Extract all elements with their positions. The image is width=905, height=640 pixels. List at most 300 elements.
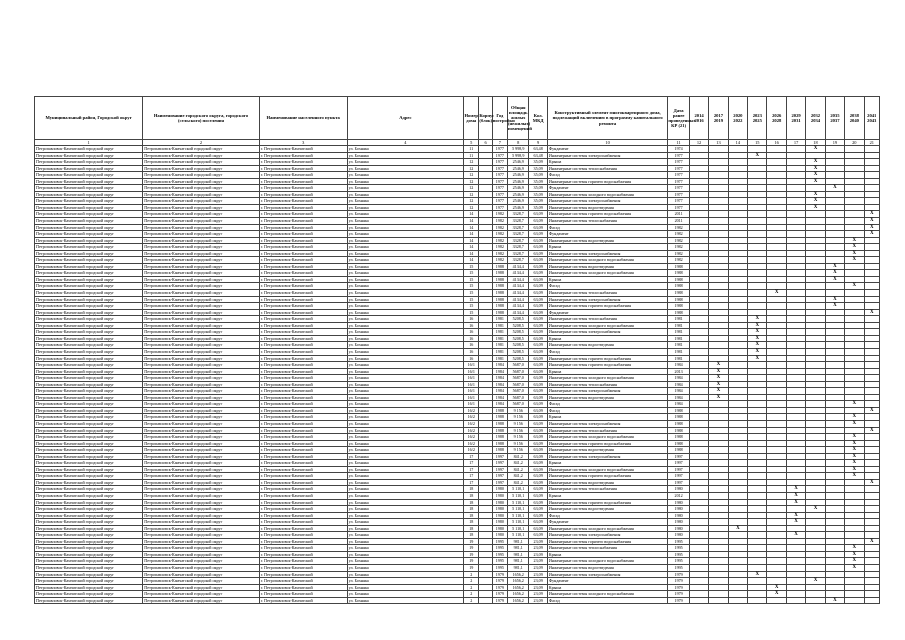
cell-locality: г. Петропавловск-Камчатский (259, 565, 347, 572)
cell-district: Петропавловск-Камчатский городской округ (35, 381, 143, 388)
cell-settlement: Петропавловск-Камчатский городской округ (143, 368, 259, 375)
cell-area: 841,2 (508, 473, 529, 480)
cell-address: ул. Бохняка (347, 322, 463, 329)
capital-repair-table-sheet (34, 96, 880, 604)
cell-settlement: Петропавловск-Камчатский городской округ (143, 375, 259, 382)
cell-prev-repair: 1980 (668, 512, 689, 519)
period-mark: X (845, 551, 864, 558)
column-number: 5 (464, 140, 479, 146)
cell-district: Петропавловск-Камчатский городской округ (35, 394, 143, 401)
period-mark: X (709, 368, 728, 375)
cell-settlement: Петропавловск-Камчатский городской округ (143, 591, 259, 598)
cell-element: Крыша (547, 276, 668, 283)
cell-element: Инженерные системы водоотведения (547, 204, 668, 211)
cell-prev-repair: 1977 (668, 159, 689, 166)
cell-mkd-count: 63,09 (529, 283, 547, 290)
cell-area: 2546,9 (508, 198, 529, 205)
cell-house-number: 14 (464, 237, 479, 244)
cell-build-year: 1977 (492, 165, 507, 172)
cell-build-year: 1981 (492, 348, 507, 355)
cell-locality: г. Петропавловск-Камчатский (259, 355, 347, 362)
cell-area: 9 156 (508, 427, 529, 434)
cell-address: ул. Бохняка (347, 211, 463, 218)
column-number: 2 (143, 140, 259, 146)
cell-house-number: 14 (464, 218, 479, 225)
cell-address: ул. Бохняка (347, 185, 463, 192)
column-header-12: 2014 2016 (689, 97, 708, 140)
cell-settlement: Петропавловск-Камчатский городской округ (143, 237, 259, 244)
period-cell (845, 597, 864, 604)
column-number: 11 (668, 140, 689, 146)
cell-house-number: 15 (464, 290, 479, 297)
cell-locality: г. Петропавловск-Камчатский (259, 414, 347, 421)
cell-house-number: 19 (464, 551, 479, 558)
cell-element: Инженерные системы холодного водоснабжения (547, 558, 668, 565)
cell-prev-repair: 1980 (668, 525, 689, 532)
cell-locality: г. Петропавловск-Камчатский (259, 165, 347, 172)
cell-mkd-count: 63,09 (529, 486, 547, 493)
cell-area: 4134,4 (508, 276, 529, 283)
cell-area: 2546,9 (508, 172, 529, 179)
column-number: 3 (259, 140, 347, 146)
cell-element: Инженерные системы холодного водоснабжения (547, 322, 668, 329)
cell-house-number: 16/2 (464, 440, 479, 447)
cell-address: ул. Бохняка (347, 270, 463, 277)
cell-element: Инженерные системы электроснабжения (547, 296, 668, 303)
cell-area: 841,2 (508, 453, 529, 460)
cell-element: Фасад (547, 283, 668, 290)
period-mark: X (748, 329, 767, 336)
cell-area: 3328,7 (508, 250, 529, 257)
cell-build-year: 1981 (492, 342, 507, 349)
cell-element: Инженерные системы теплоснабжения (547, 427, 668, 434)
cell-mkd-count: 63,09 (529, 270, 547, 277)
cell-address: ул. Бохняка (347, 558, 463, 565)
column-number: 21 (864, 140, 879, 146)
cell-locality: г. Петропавловск-Камчатский (259, 368, 347, 375)
cell-address: ул. Бохняка (347, 434, 463, 441)
cell-mkd-count: 63,09 (529, 388, 547, 395)
cell-address: ул. Бохняка (347, 231, 463, 238)
cell-house-number: 12 (464, 185, 479, 192)
cell-prev-repair: 1988 (668, 414, 689, 421)
cell-district: Петропавловск-Камчатский городской округ (35, 447, 143, 454)
cell-locality: г. Петропавловск-Камчатский (259, 420, 347, 427)
cell-locality: г. Петропавловск-Камчатский (259, 335, 347, 342)
cell-house-number: 16/2 (464, 447, 479, 454)
cell-area: 1656,2 (508, 584, 529, 591)
cell-mkd-count: 63,09 (529, 440, 547, 447)
cell-prev-repair: 1997 (668, 466, 689, 473)
cell-settlement: Петропавловск-Камчатский городской округ (143, 486, 259, 493)
cell-house-number: 14 (464, 224, 479, 231)
cell-house-number: 16 (464, 316, 479, 323)
cell-element: Инженерные системы холодного водоснабжения (547, 270, 668, 277)
cell-mkd-count: 63,09 (529, 427, 547, 434)
column-header-8: Общая площадь жилых (нежилых) помещений (508, 97, 529, 140)
cell-house-number: 2 (464, 591, 479, 598)
cell-mkd-count: 35,09 (529, 178, 547, 185)
cell-element: Фасад (547, 407, 668, 414)
cell-address: ул. Бохняка (347, 375, 463, 382)
cell-element: Инженерные системы электроснабжения (547, 453, 668, 460)
cell-area: 9 156 (508, 414, 529, 421)
cell-settlement: Петропавловск-Камчатский городской округ (143, 218, 259, 225)
cell-house-number: 16/2 (464, 434, 479, 441)
cell-mkd-count: 35,09 (529, 159, 547, 166)
cell-build-year: 1984 (492, 388, 507, 395)
cell-address: ул. Бохняка (347, 591, 463, 598)
period-mark: X (748, 152, 767, 159)
cell-area: 2546,9 (508, 178, 529, 185)
cell-address: ул. Бохняка (347, 492, 463, 499)
cell-settlement: Петропавловск-Камчатский городской округ (143, 401, 259, 408)
period-mark: X (767, 584, 786, 591)
period-mark: X (825, 296, 844, 303)
cell-mkd-count: 63,09 (529, 329, 547, 336)
cell-area: 5 110,1 (508, 492, 529, 499)
cell-settlement: Петропавловск-Камчатский городской округ (143, 525, 259, 532)
period-mark: X (845, 473, 864, 480)
cell-address: ул. Бохняка (347, 263, 463, 270)
cell-prev-repair: 1997 (668, 453, 689, 460)
cell-prev-repair: 1979 (668, 578, 689, 585)
cell-address: ул. Бохняка (347, 218, 463, 225)
period-mark: X (806, 191, 825, 198)
cell-area: 5687,0 (508, 368, 529, 375)
cell-area: 5687,0 (508, 381, 529, 388)
cell-area: 3328,7 (508, 237, 529, 244)
cell-house-number: 16/1 (464, 368, 479, 375)
cell-address: ул. Бохняка (347, 532, 463, 539)
cell-locality: г. Петропавловск-Камчатский (259, 479, 347, 486)
cell-prev-repair: 1988 (668, 290, 689, 297)
cell-locality: г. Петропавловск-Камчатский (259, 532, 347, 539)
cell-district: Петропавловск-Камчатский городской округ (35, 538, 143, 545)
cell-build-year: 1977 (492, 204, 507, 211)
cell-settlement: Петропавловск-Камчатский городской округ (143, 473, 259, 480)
cell-prev-repair: 1988 (668, 263, 689, 270)
cell-address: ул. Бохняка (347, 388, 463, 395)
cell-address: ул. Бохняка (347, 198, 463, 205)
cell-mkd-count: 63,09 (529, 276, 547, 283)
cell-area: 5208,5 (508, 355, 529, 362)
cell-build-year: 1988 (492, 414, 507, 421)
cell-area: 3328,7 (508, 211, 529, 218)
cell-locality: г. Петропавловск-Камчатский (259, 407, 347, 414)
cell-locality: г. Петропавловск-Камчатский (259, 152, 347, 159)
cell-settlement: Петропавловск-Камчатский городской округ (143, 512, 259, 519)
cell-element: Крыша (547, 492, 668, 499)
cell-area: 5 110,1 (508, 532, 529, 539)
cell-area: 5208,5 (508, 322, 529, 329)
cell-address: ул. Бохняка (347, 204, 463, 211)
cell-district: Петропавловск-Камчатский городской округ (35, 342, 143, 349)
cell-build-year: 1980 (492, 519, 507, 526)
cell-locality: г. Петропавловск-Камчатский (259, 506, 347, 513)
cell-house-number: 12 (464, 172, 479, 179)
cell-settlement: Петропавловск-Камчатский городской округ (143, 571, 259, 578)
cell-locality: г. Петропавловск-Камчатский (259, 309, 347, 316)
cell-locality: г. Петропавловск-Камчатский (259, 146, 347, 153)
cell-district: Петропавловск-Камчатский городской округ (35, 506, 143, 513)
cell-build-year: 1982 (492, 257, 507, 264)
cell-house-number: 16/1 (464, 362, 479, 369)
cell-element: Инженерные системы водоотведения (547, 506, 668, 513)
cell-house-number: 11 (464, 146, 479, 153)
cell-element: Крыша (547, 460, 668, 467)
period-mark: X (845, 466, 864, 473)
cell-mkd-count: 23,09 (529, 538, 547, 545)
cell-element: Инженерные системы горячего водоснабжения (547, 473, 668, 480)
cell-prev-repair: 1977 (668, 165, 689, 172)
cell-element: Фасад (547, 172, 668, 179)
cell-area: 5687,0 (508, 362, 529, 369)
cell-mkd-count: 63,48 (529, 152, 547, 159)
cell-area: 4134,4 (508, 309, 529, 316)
cell-locality: г. Петропавловск-Камчатский (259, 545, 347, 552)
cell-element: Крыша (547, 551, 668, 558)
cell-build-year: 1979 (492, 571, 507, 578)
cell-prev-repair: 1977 (668, 185, 689, 192)
cell-mkd-count: 63,09 (529, 348, 547, 355)
period-mark: X (748, 355, 767, 362)
cell-element: Инженерные системы теплоснабжения (547, 381, 668, 388)
cell-house-number: 19 (464, 565, 479, 572)
cell-build-year: 1982 (492, 218, 507, 225)
cell-house-number: 16/1 (464, 388, 479, 395)
cell-build-year: 1982 (492, 231, 507, 238)
period-mark: X (864, 218, 879, 225)
period-mark: X (845, 283, 864, 290)
column-header-20: 2038 2040 (845, 97, 864, 140)
column-header-1: Муниципальный район, Городской округ (35, 97, 143, 140)
cell-prev-repair: 1980 (668, 486, 689, 493)
cell-address: ул. Бохняка (347, 512, 463, 519)
cell-address: ул. Бохняка (347, 578, 463, 585)
cell-mkd-count: 63,09 (529, 414, 547, 421)
column-header-9: Кол. МКД (529, 97, 547, 140)
cell-house-number: 18 (464, 525, 479, 532)
cell-prev-repair: 1980 (668, 506, 689, 513)
cell-district: Петропавловск-Камчатский городской округ (35, 244, 143, 251)
cell-mkd-count: 63,09 (529, 244, 547, 251)
cell-settlement: Петропавловск-Камчатский городской округ (143, 257, 259, 264)
cell-mkd-count: 63,09 (529, 466, 547, 473)
cell-build-year: 1980 (492, 499, 507, 506)
cell-address: ул. Бохняка (347, 486, 463, 493)
cell-locality: г. Петропавловск-Камчатский (259, 204, 347, 211)
cell-build-year: 1997 (492, 453, 507, 460)
period-mark: X (786, 486, 805, 493)
cell-prev-repair: 1984 (668, 375, 689, 382)
cell-element: Инженерные системы водоотведения (547, 479, 668, 486)
cell-house-number: 12 (464, 165, 479, 172)
cell-address: ул. Бохняка (347, 519, 463, 526)
cell-district: Петропавловск-Камчатский городской округ (35, 368, 143, 375)
cell-house-number: 12 (464, 178, 479, 185)
cell-address: ул. Бохняка (347, 342, 463, 349)
cell-build-year: 1995 (492, 538, 507, 545)
cell-mkd-count: 23,09 (529, 558, 547, 565)
column-number: 9 (529, 140, 547, 146)
cell-settlement: Петропавловск-Камчатский городской округ (143, 283, 259, 290)
cell-element: Фундамент (547, 185, 668, 192)
cell-build-year: 1988 (492, 427, 507, 434)
cell-build-year: 1988 (492, 420, 507, 427)
cell-locality: г. Петропавловск-Камчатский (259, 538, 347, 545)
cell-district: Петропавловск-Камчатский городской округ (35, 159, 143, 166)
period-mark: X (825, 270, 844, 277)
cell-element: Инженерные системы водоотведения (547, 565, 668, 572)
cell-area: 5 998,9 (508, 152, 529, 159)
period-mark: X (825, 276, 844, 283)
period-mark: X (709, 388, 728, 395)
cell-mkd-count: 63,09 (529, 362, 547, 369)
cell-area: 1656,2 (508, 591, 529, 598)
cell-mkd-count: 63,09 (529, 460, 547, 467)
period-mark: X (748, 335, 767, 342)
cell-build-year: 1988 (492, 447, 507, 454)
period-mark: X (825, 185, 844, 192)
period-mark: X (806, 172, 825, 179)
cell-locality: г. Петропавловск-Камчатский (259, 257, 347, 264)
cell-settlement: Петропавловск-Камчатский городской округ (143, 362, 259, 369)
cell-district: Петропавловск-Камчатский городской округ (35, 427, 143, 434)
period-mark: X (864, 309, 879, 316)
cell-house-number: 18 (464, 486, 479, 493)
cell-settlement: Петропавловск-Камчатский городской округ (143, 565, 259, 572)
cell-prev-repair: 1980 (668, 519, 689, 526)
cell-element: Фундамент (547, 146, 668, 153)
cell-settlement: Петропавловск-Камчатский городской округ (143, 460, 259, 467)
cell-house-number: 14 (464, 211, 479, 218)
cell-area: 841,2 (508, 460, 529, 467)
cell-locality: г. Петропавловск-Камчатский (259, 362, 347, 369)
cell-house-number: 15 (464, 309, 479, 316)
cell-district: Петропавловск-Камчатский городской округ (35, 178, 143, 185)
cell-district: Петропавловск-Камчатский городской округ (35, 420, 143, 427)
cell-district: Петропавловск-Камчатский городской округ (35, 571, 143, 578)
cell-district: Петропавловск-Камчатский городской округ (35, 172, 143, 179)
column-number: 20 (845, 140, 864, 146)
cell-area: 5208,5 (508, 348, 529, 355)
cell-prev-repair: 1988 (668, 427, 689, 434)
cell-build-year: 1988 (492, 290, 507, 297)
cell-locality: г. Петропавловск-Камчатский (259, 270, 347, 277)
cell-prev-repair: 1995 (668, 545, 689, 552)
cell-address: ул. Бохняка (347, 283, 463, 290)
cell-address: ул. Бохняка (347, 165, 463, 172)
cell-settlement: Петропавловск-Камчатский городской округ (143, 322, 259, 329)
period-mark: X (709, 375, 728, 382)
cell-build-year: 1997 (492, 473, 507, 480)
period-mark: X (786, 519, 805, 526)
period-cell (864, 597, 879, 604)
cell-district: Петропавловск-Камчатский городской округ (35, 551, 143, 558)
cell-prev-repair: 1979 (668, 591, 689, 598)
cell-mkd-count: 23,09 (529, 597, 547, 604)
period-mark: X (709, 394, 728, 401)
column-header-10: Конструктивный элемент многоквартирного дома, подлежащий включению в программу капитального ремонта (547, 97, 668, 140)
period-mark: X (864, 538, 879, 545)
cell-prev-repair: 1977 (668, 198, 689, 205)
cell-house-number: 15 (464, 283, 479, 290)
cell-area: 841,2 (508, 479, 529, 486)
cell-settlement: Петропавловск-Камчатский городской округ (143, 407, 259, 414)
cell-element: Инженерные системы холодного водоснабжения (547, 434, 668, 441)
cell-address: ул. Бохняка (347, 565, 463, 572)
cell-build-year: 1981 (492, 329, 507, 336)
cell-area: 9 156 (508, 434, 529, 441)
period-mark: X (845, 257, 864, 264)
cell-settlement: Петропавловск-Камчатский городской округ (143, 276, 259, 283)
cell-house-number: 18 (464, 506, 479, 513)
period-mark: X (845, 244, 864, 251)
cell-build-year: 1979 (492, 591, 507, 598)
cell-build-year: 1997 (492, 460, 507, 467)
cell-element: Инженерные системы теплоснабжения (547, 545, 668, 552)
period-mark: X (864, 479, 879, 486)
cell-locality: г. Петропавловск-Камчатский (259, 591, 347, 598)
cell-settlement: Петропавловск-Камчатский городской округ (143, 434, 259, 441)
cell-area: 5 110,1 (508, 486, 529, 493)
period-mark: X (806, 204, 825, 211)
cell-locality: г. Петропавловск-Камчатский (259, 237, 347, 244)
cell-area: 5 110,1 (508, 525, 529, 532)
cell-mkd-count: 63,09 (529, 499, 547, 506)
cell-area: 3328,7 (508, 218, 529, 225)
cell-address: ул. Бохняка (347, 571, 463, 578)
cell-house-number: 14 (464, 231, 479, 238)
cell-mkd-count: 63,09 (529, 355, 547, 362)
cell-settlement: Петропавловск-Камчатский городской округ (143, 231, 259, 238)
cell-district: Петропавловск-Камчатский городской округ (35, 263, 143, 270)
cell-settlement: Петропавловск-Камчатский городской округ (143, 506, 259, 513)
cell-build-year: 1977 (492, 146, 507, 153)
cell-address: ул. Бохняка (347, 473, 463, 480)
cell-element: Инженерные системы электроснабжения (547, 532, 668, 539)
cell-address: ул. Бохняка (347, 407, 463, 414)
cell-mkd-count: 35,09 (529, 185, 547, 192)
cell-mkd-count: 63,09 (529, 394, 547, 401)
cell-element: Крыша (547, 584, 668, 591)
cell-element: Инженерные системы водоотведения (547, 237, 668, 244)
cell-district: Петропавловск-Камчатский городской округ (35, 479, 143, 486)
cell-area: 9 156 (508, 407, 529, 414)
cell-settlement: Петропавловск-Камчатский городской округ (143, 551, 259, 558)
cell-address: ул. Бохняка (347, 309, 463, 316)
column-header-14: 2020 2022 (728, 97, 747, 140)
cell-district: Петропавловск-Камчатский городской округ (35, 532, 143, 539)
cell-build-year: 1995 (492, 545, 507, 552)
cell-prev-repair: 1979 (668, 584, 689, 591)
cell-district: Петропавловск-Камчатский городской округ (35, 250, 143, 257)
cell-build-year: 1984 (492, 394, 507, 401)
cell-district: Петропавловск-Камчатский городской округ (35, 185, 143, 192)
cell-prev-repair: 1984 (668, 394, 689, 401)
cell-settlement: Петропавловск-Камчатский городской округ (143, 198, 259, 205)
cell-house-number: 17 (464, 473, 479, 480)
cell-house-number: 19 (464, 538, 479, 545)
cell-settlement: Петропавловск-Камчатский городской округ (143, 204, 259, 211)
cell-locality: г. Петропавловск-Камчатский (259, 434, 347, 441)
cell-address: ул. Бохняка (347, 368, 463, 375)
cell-house-number: 12 (464, 159, 479, 166)
cell-mkd-count: 23,09 (529, 591, 547, 598)
column-header-13: 2017 2019 (709, 97, 728, 140)
cell-locality: г. Петропавловск-Камчатский (259, 218, 347, 225)
